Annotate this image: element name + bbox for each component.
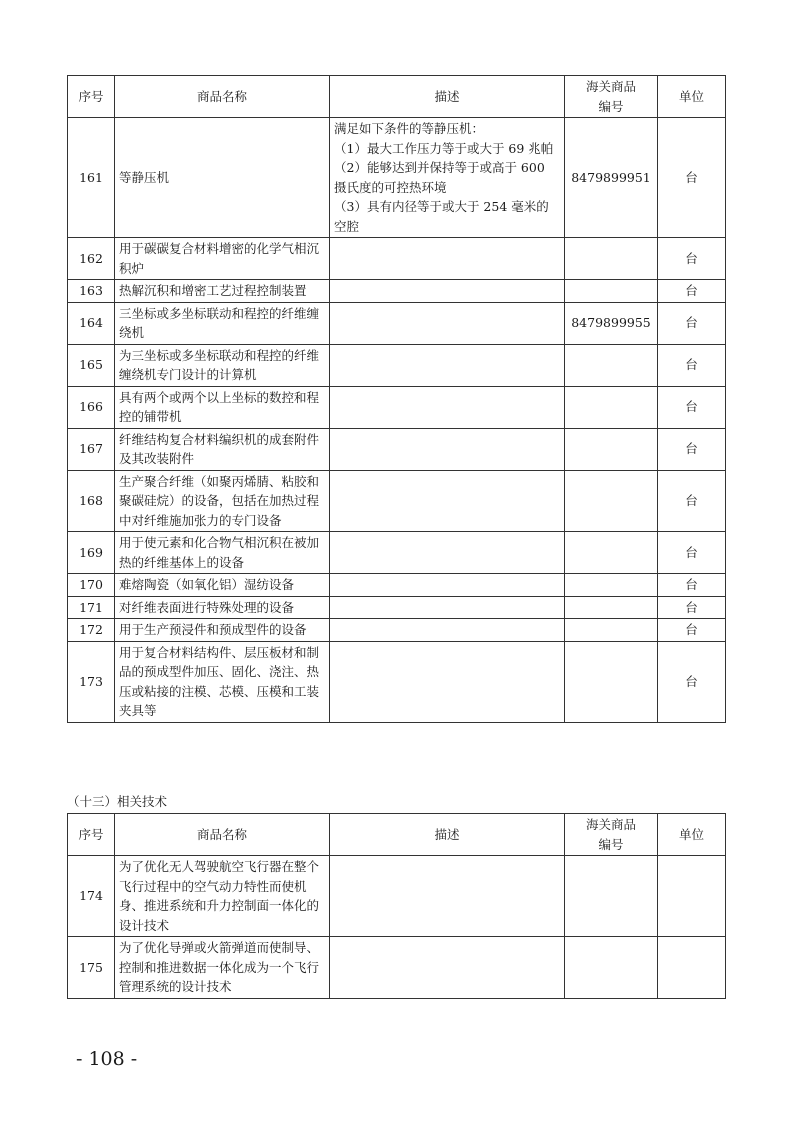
cell-name: 用于复合材料结构件、层压板材和制品的预成型件加压、固化、浇注、热压或粘接的注模、芯模、压模和工装夹具等 — [115, 641, 330, 722]
cell-code: 8479899955 — [565, 302, 658, 344]
header-unit: 单位 — [658, 76, 726, 118]
cell-code — [565, 280, 658, 303]
header-name: 商品名称 — [115, 814, 330, 856]
cell-unit: 台 — [658, 574, 726, 597]
cell-name: 生产聚合纤维（如聚丙烯腈、粘胶和聚碳硅烷）的设备，包括在加热过程中对纤维施加张力的专门设备 — [115, 470, 330, 532]
cell-unit: 台 — [658, 386, 726, 428]
cell-desc — [330, 470, 565, 532]
cell-code — [565, 386, 658, 428]
table-row — [68, 470, 726, 532]
cell-code: 8479899951 — [565, 118, 658, 238]
table-header-row — [68, 814, 726, 856]
table-row — [68, 574, 726, 597]
header-code: 海关商品 编号 — [565, 76, 658, 118]
cell-no: 166 — [68, 386, 115, 428]
cell-name: 用于生产预浸件和预成型件的设备 — [115, 619, 330, 642]
header-unit: 单位 — [658, 814, 726, 856]
table-row — [68, 856, 726, 937]
cell-unit: 台 — [658, 280, 726, 303]
cell-unit: 台 — [658, 238, 726, 280]
cell-desc — [330, 856, 565, 937]
cell-no: 162 — [68, 238, 115, 280]
header-code: 海关商品 编号 — [565, 814, 658, 856]
cell-no: 165 — [68, 344, 115, 386]
cell-desc — [330, 596, 565, 619]
table-row — [68, 238, 726, 280]
cell-desc: 满足如下条件的等静压机： （1）最大工作压力等于或大于 69 兆帕 （2）能够达到并保持等于或高于 600 摄氏度的可控热环境 （3）具有内径等于或大于 254 毫米的空腔 — [330, 118, 565, 238]
cell-desc — [330, 344, 565, 386]
cell-name: 等静压机 — [115, 118, 330, 238]
cell-no: 169 — [68, 532, 115, 574]
table-row — [68, 619, 726, 642]
table-row — [68, 118, 726, 238]
cell-desc — [330, 574, 565, 597]
page-number: - 108 - — [76, 1048, 138, 1070]
cell-unit: 台 — [658, 641, 726, 722]
table-header-row — [68, 76, 726, 118]
header-no: 序号 — [68, 76, 115, 118]
equipment-table — [67, 75, 726, 723]
table-row — [68, 280, 726, 303]
cell-code — [565, 596, 658, 619]
cell-name: 用于使元素和化合物气相沉积在被加热的纤维基体上的设备 — [115, 532, 330, 574]
cell-unit: 台 — [658, 302, 726, 344]
cell-desc — [330, 280, 565, 303]
cell-desc — [330, 641, 565, 722]
cell-unit: 台 — [658, 596, 726, 619]
cell-no: 172 — [68, 619, 115, 642]
header-no: 序号 — [68, 814, 115, 856]
cell-code — [565, 344, 658, 386]
cell-desc — [330, 238, 565, 280]
header-desc: 描述 — [330, 76, 565, 118]
cell-name: 为三坐标或多坐标联动和程控的纤维缠绕机专门设计的计算机 — [115, 344, 330, 386]
table-row — [68, 641, 726, 722]
table-row — [68, 302, 726, 344]
cell-name: 用于碳碳复合材料增密的化学气相沉积炉 — [115, 238, 330, 280]
cell-desc — [330, 937, 565, 999]
cell-no: 164 — [68, 302, 115, 344]
cell-name: 为了优化导弹或火箭弹道而使制导、控制和推进数据一体化成为一个飞行管理系统的设计技术 — [115, 937, 330, 999]
cell-no: 161 — [68, 118, 115, 238]
cell-unit: 台 — [658, 344, 726, 386]
cell-desc — [330, 386, 565, 428]
cell-code — [565, 470, 658, 532]
technology-table — [67, 813, 726, 999]
table-row — [68, 937, 726, 999]
cell-no: 173 — [68, 641, 115, 722]
table-row — [68, 596, 726, 619]
cell-code — [565, 641, 658, 722]
header-desc: 描述 — [330, 814, 565, 856]
cell-no: 174 — [68, 856, 115, 937]
cell-name: 难熔陶瓷（如氧化铝）湿纺设备 — [115, 574, 330, 597]
cell-code — [565, 532, 658, 574]
cell-unit: 台 — [658, 470, 726, 532]
table-row — [68, 532, 726, 574]
cell-name: 为了优化无人驾驶航空飞行器在整个飞行过程中的空气动力特性而使机身、推进系统和升力控制面一体化的设计技术 — [115, 856, 330, 937]
cell-desc — [330, 302, 565, 344]
cell-name: 纤维结构复合材料编织机的成套附件及其改装附件 — [115, 428, 330, 470]
table-row — [68, 428, 726, 470]
cell-name: 对纤维表面进行特殊处理的设备 — [115, 596, 330, 619]
cell-no: 163 — [68, 280, 115, 303]
cell-code — [565, 574, 658, 597]
cell-no: 168 — [68, 470, 115, 532]
cell-unit — [658, 856, 726, 937]
cell-code — [565, 428, 658, 470]
cell-code — [565, 937, 658, 999]
section-title: （十三）相关技术 — [67, 794, 168, 809]
cell-no: 171 — [68, 596, 115, 619]
cell-no: 175 — [68, 937, 115, 999]
cell-unit: 台 — [658, 118, 726, 238]
cell-code — [565, 619, 658, 642]
cell-name: 具有两个或两个以上坐标的数控和程控的铺带机 — [115, 386, 330, 428]
cell-desc — [330, 619, 565, 642]
header-name: 商品名称 — [115, 76, 330, 118]
cell-desc — [330, 428, 565, 470]
cell-code — [565, 238, 658, 280]
cell-desc — [330, 532, 565, 574]
cell-unit: 台 — [658, 428, 726, 470]
cell-code — [565, 856, 658, 937]
table-row — [68, 386, 726, 428]
cell-unit: 台 — [658, 532, 726, 574]
cell-unit — [658, 937, 726, 999]
cell-no: 170 — [68, 574, 115, 597]
table-row — [68, 344, 726, 386]
cell-unit: 台 — [658, 619, 726, 642]
cell-name: 三坐标或多坐标联动和程控的纤维缠绕机 — [115, 302, 330, 344]
cell-name: 热解沉积和增密工艺过程控制装置 — [115, 280, 330, 303]
cell-no: 167 — [68, 428, 115, 470]
